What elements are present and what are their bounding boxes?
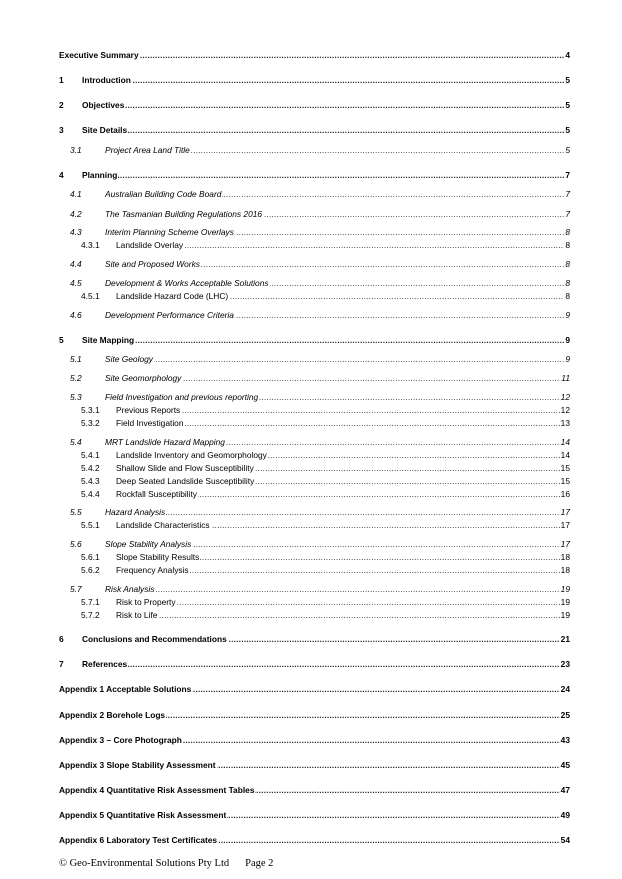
dot-leader — [82, 168, 568, 182]
toc-entry-title: Slope Stability Results — [116, 552, 200, 562]
toc-entry-page: 15 — [560, 476, 570, 486]
dot-leader — [82, 73, 568, 87]
toc-entry[interactable] — [0, 563, 622, 577]
toc-entry-page: 19 — [560, 610, 570, 620]
dot-leader — [116, 403, 568, 417]
toc-entry-page: 13 — [560, 418, 570, 428]
dot-leader — [105, 352, 568, 366]
toc-entry-page: 18 — [560, 565, 570, 575]
toc-entry-number: 2 — [59, 100, 64, 110]
dot-leader — [82, 657, 568, 671]
toc-entry[interactable] — [0, 461, 622, 475]
toc-entry-title: Landslide Characteristics — [116, 520, 210, 530]
dot-leader — [82, 123, 568, 137]
toc-entry-number: 5.6.1 — [81, 552, 100, 562]
toc-entry[interactable] — [0, 448, 622, 462]
toc-entry[interactable] — [0, 333, 622, 347]
toc-entry-number: 4.5.1 — [81, 291, 100, 301]
toc-entry-title: Executive Summary — [59, 50, 139, 60]
toc-entry-page: 7 — [565, 189, 570, 199]
toc-entry[interactable] — [0, 435, 622, 449]
toc-entry-page: 8 — [565, 227, 570, 237]
toc-entry[interactable] — [0, 808, 622, 822]
toc-entry-page: 18 — [560, 552, 570, 562]
toc-entry-title: Landslide Inventory and Geomorphology — [116, 450, 267, 460]
toc-entry-number: 5.3.2 — [81, 418, 100, 428]
toc-entry-page: 19 — [560, 597, 570, 607]
toc-entry-title: Landslide Overlay — [116, 240, 184, 250]
toc-entry[interactable] — [0, 733, 622, 747]
toc-entry-title: Risk Analysis — [105, 584, 155, 594]
toc-entry-number: 5.5 — [70, 507, 82, 517]
toc-entry-number: 4.1 — [70, 189, 82, 199]
toc-entry-title: Interim Planning Scheme Overlays — [105, 227, 234, 237]
toc-entry-page: 7 — [565, 170, 570, 180]
toc-entry-number: 4 — [59, 170, 64, 180]
toc-entry[interactable] — [0, 550, 622, 564]
toc-entry-number: 5.3.1 — [81, 405, 100, 415]
toc-entry-page: 5 — [565, 75, 570, 85]
toc-entry[interactable] — [0, 238, 622, 252]
toc-entry[interactable] — [0, 308, 622, 322]
toc-entry-title: Field Investigation — [116, 418, 184, 428]
toc-entry-number: 3.1 — [70, 145, 82, 155]
toc-entry-title: Appendix 2 Borehole Logs — [59, 710, 166, 720]
toc-entry-page: 23 — [560, 659, 570, 669]
toc-entry[interactable] — [0, 143, 622, 157]
toc-entry-title: Appendix 6 Laboratory Test Certificates — [59, 835, 218, 845]
toc-entry[interactable] — [0, 98, 622, 112]
toc-entry[interactable] — [0, 289, 622, 303]
toc-entry-number: 5.7.1 — [81, 597, 100, 607]
toc-entry-title: Appendix 4 Quantitative Risk Assessment Tables — [59, 785, 255, 795]
toc-entry[interactable] — [0, 257, 622, 271]
toc-entry-page: 16 — [560, 489, 570, 499]
toc-entry-page: 5 — [565, 145, 570, 155]
toc-entry-page: 43 — [560, 735, 570, 745]
toc-entry-title: Introduction — [82, 75, 131, 85]
toc-entry-number: 3 — [59, 125, 64, 135]
toc-entry-page: 19 — [560, 584, 570, 594]
toc-entry[interactable] — [0, 682, 622, 696]
toc-entry-title: Previous Reports — [116, 405, 181, 415]
toc-entry-page: 4 — [565, 50, 570, 60]
toc-entry-page: 14 — [560, 437, 570, 447]
toc-entry[interactable] — [0, 371, 622, 385]
toc-entry-number: 4.3 — [70, 227, 82, 237]
toc-entry-number: 1 — [59, 75, 64, 85]
toc-entry-title: MRT Landslide Hazard Mapping — [105, 437, 225, 447]
toc-entry[interactable] — [0, 352, 622, 366]
dot-leader — [116, 595, 568, 609]
toc-entry-number: 4.6 — [70, 310, 82, 320]
toc-entry-page: 14 — [560, 450, 570, 460]
toc-entry[interactable] — [0, 474, 622, 488]
toc-entry[interactable] — [0, 123, 622, 137]
toc-entry-page: 17 — [560, 539, 570, 549]
toc-entry-number: 5.1 — [70, 354, 82, 364]
toc-entry-title: Frequency Analysis — [116, 565, 189, 575]
toc-entry-title: References — [82, 659, 128, 669]
toc-entry-number: 4.4 — [70, 259, 82, 269]
toc-entry[interactable] — [0, 518, 622, 532]
toc-entry[interactable] — [0, 73, 622, 87]
toc-entry-number: 5.4 — [70, 437, 82, 447]
toc-entry-title: Objectives — [82, 100, 125, 110]
toc-entry-page: 8 — [565, 278, 570, 288]
toc-entry-title: Shallow Slide and Flow Susceptibility — [116, 463, 254, 473]
toc-entry-number: 7 — [59, 659, 64, 669]
toc-entry-title: Development Performance Criteria — [105, 310, 234, 320]
toc-entry-title: Appendix 3 Slope Stability Assessment — [59, 760, 216, 770]
toc-entry-title: Development & Works Acceptable Solutions — [105, 278, 269, 288]
toc-entry-page: 45 — [560, 760, 570, 770]
toc-entry[interactable] — [0, 416, 622, 430]
toc-entry-title: Landslide Hazard Code (LHC) — [116, 291, 229, 301]
toc-entry-page: 12 — [560, 392, 570, 402]
toc-entry-title: Site Details — [82, 125, 128, 135]
toc-entry[interactable] — [0, 632, 622, 646]
dot-leader — [105, 582, 568, 596]
toc-entry-title: Field Investigation and previous reporting — [105, 392, 259, 402]
toc-entry-number: 4.5 — [70, 278, 82, 288]
toc-entry-number: 4.3.1 — [81, 240, 100, 250]
toc-entry-number: 6 — [59, 634, 64, 644]
toc-entry-page: 8 — [565, 240, 570, 250]
toc-entry[interactable] — [0, 582, 622, 596]
toc-entry-title: Planning — [82, 170, 118, 180]
toc-entry-number: 4.2 — [70, 209, 82, 219]
toc-entry-page: 9 — [565, 354, 570, 364]
dot-leader — [82, 333, 568, 347]
toc-entry[interactable] — [0, 48, 622, 62]
toc-entry-title: Risk to Property — [116, 597, 176, 607]
toc-entry[interactable] — [0, 833, 622, 847]
toc-entry-title: Site Geomorphology — [105, 373, 182, 383]
toc-entry[interactable] — [0, 783, 622, 797]
toc-entry-page: 17 — [560, 520, 570, 530]
toc-entry-title: Conclusions and Recommendations — [82, 634, 227, 644]
toc-entry[interactable] — [0, 403, 622, 417]
toc-entry-number: 5.4.2 — [81, 463, 100, 473]
toc-entry-number: 5.4.3 — [81, 476, 100, 486]
toc-entry-page: 17 — [560, 507, 570, 517]
toc-entry-page: 9 — [565, 310, 570, 320]
toc-entry-title: Appendix 1 Acceptable Solutions — [59, 684, 192, 694]
toc-entry-page: 24 — [560, 684, 570, 694]
toc-entry[interactable] — [0, 608, 622, 622]
toc-entry-title: Project Area Land Title — [105, 145, 190, 155]
toc-entry[interactable] — [0, 168, 622, 182]
toc-entry-title: Rockfall Susceptibility — [116, 489, 197, 499]
toc-entry-page: 21 — [560, 634, 570, 644]
toc-entry-page: 8 — [565, 291, 570, 301]
footer-page-number: Page 2 — [245, 858, 274, 869]
toc-entry-title: The Tasmanian Building Regulations 2016 — [105, 209, 263, 219]
toc-entry-number: 5.7 — [70, 584, 82, 594]
toc-entry-title: Risk to Life — [116, 610, 158, 620]
toc-entry-title: Slope Stability Analysis — [105, 539, 192, 549]
toc-entry-number: 5.6 — [70, 539, 82, 549]
toc-entry-page: 5 — [565, 100, 570, 110]
toc-entry[interactable] — [0, 505, 622, 519]
dot-leader — [105, 505, 568, 519]
toc-entry[interactable] — [0, 207, 622, 221]
toc-entry-number: 5.5.1 — [81, 520, 100, 530]
toc-entry[interactable] — [0, 187, 622, 201]
toc-entry-page: 8 — [565, 259, 570, 269]
toc-entry[interactable] — [0, 487, 622, 501]
toc-entry-page: 25 — [560, 710, 570, 720]
toc-entry-number: 5.7.2 — [81, 610, 100, 620]
toc-entry[interactable] — [0, 390, 622, 404]
toc-entry-number: 5 — [59, 335, 64, 345]
toc-entry[interactable] — [0, 708, 622, 722]
toc-entry[interactable] — [0, 657, 622, 671]
dot-leader — [116, 608, 568, 622]
toc-entry-title: Appendix 5 Quantitative Risk Assessment — [59, 810, 227, 820]
toc-entry-page: 7 — [565, 209, 570, 219]
toc-entry-number: 5.4.1 — [81, 450, 100, 460]
toc-entry-page: 54 — [560, 835, 570, 845]
toc-entry-number: 5.2 — [70, 373, 82, 383]
toc-entry-title: Site Geology — [105, 354, 153, 364]
toc-entry-number: 5.3 — [70, 392, 82, 402]
toc-entry[interactable] — [0, 225, 622, 239]
toc-entry-page: 5 — [565, 125, 570, 135]
toc-entry-title: Hazard Analysis — [105, 507, 166, 517]
toc-entry-title: Appendix 3 – Core Photograph — [59, 735, 182, 745]
toc-entry-page: 47 — [560, 785, 570, 795]
toc-entry-page: 12 — [560, 405, 570, 415]
toc-entry[interactable] — [0, 595, 622, 609]
page-footer — [59, 858, 273, 869]
toc-entry-page: 15 — [560, 463, 570, 473]
toc-entry[interactable] — [0, 276, 622, 290]
toc-entry-page: 11 — [561, 373, 570, 383]
dot-leader — [82, 98, 568, 112]
toc-entry-page: 49 — [560, 810, 570, 820]
toc-entry[interactable] — [0, 758, 622, 772]
toc-entry-title: Site and Proposed Works — [105, 259, 200, 269]
toc-entry-number: 5.6.2 — [81, 565, 100, 575]
toc-entry-title: Deep Seated Landslide Susceptibility — [116, 476, 255, 486]
toc-entry[interactable] — [0, 537, 622, 551]
footer-copyright: © Geo-Environmental Solutions Pty Ltd — [59, 858, 230, 869]
toc-entry-title: Site Mapping — [82, 335, 135, 345]
toc-entry-number: 5.4.4 — [81, 489, 100, 499]
toc-entry-title: Australian Building Code Board — [105, 189, 222, 199]
toc-entry-page: 9 — [565, 335, 570, 345]
